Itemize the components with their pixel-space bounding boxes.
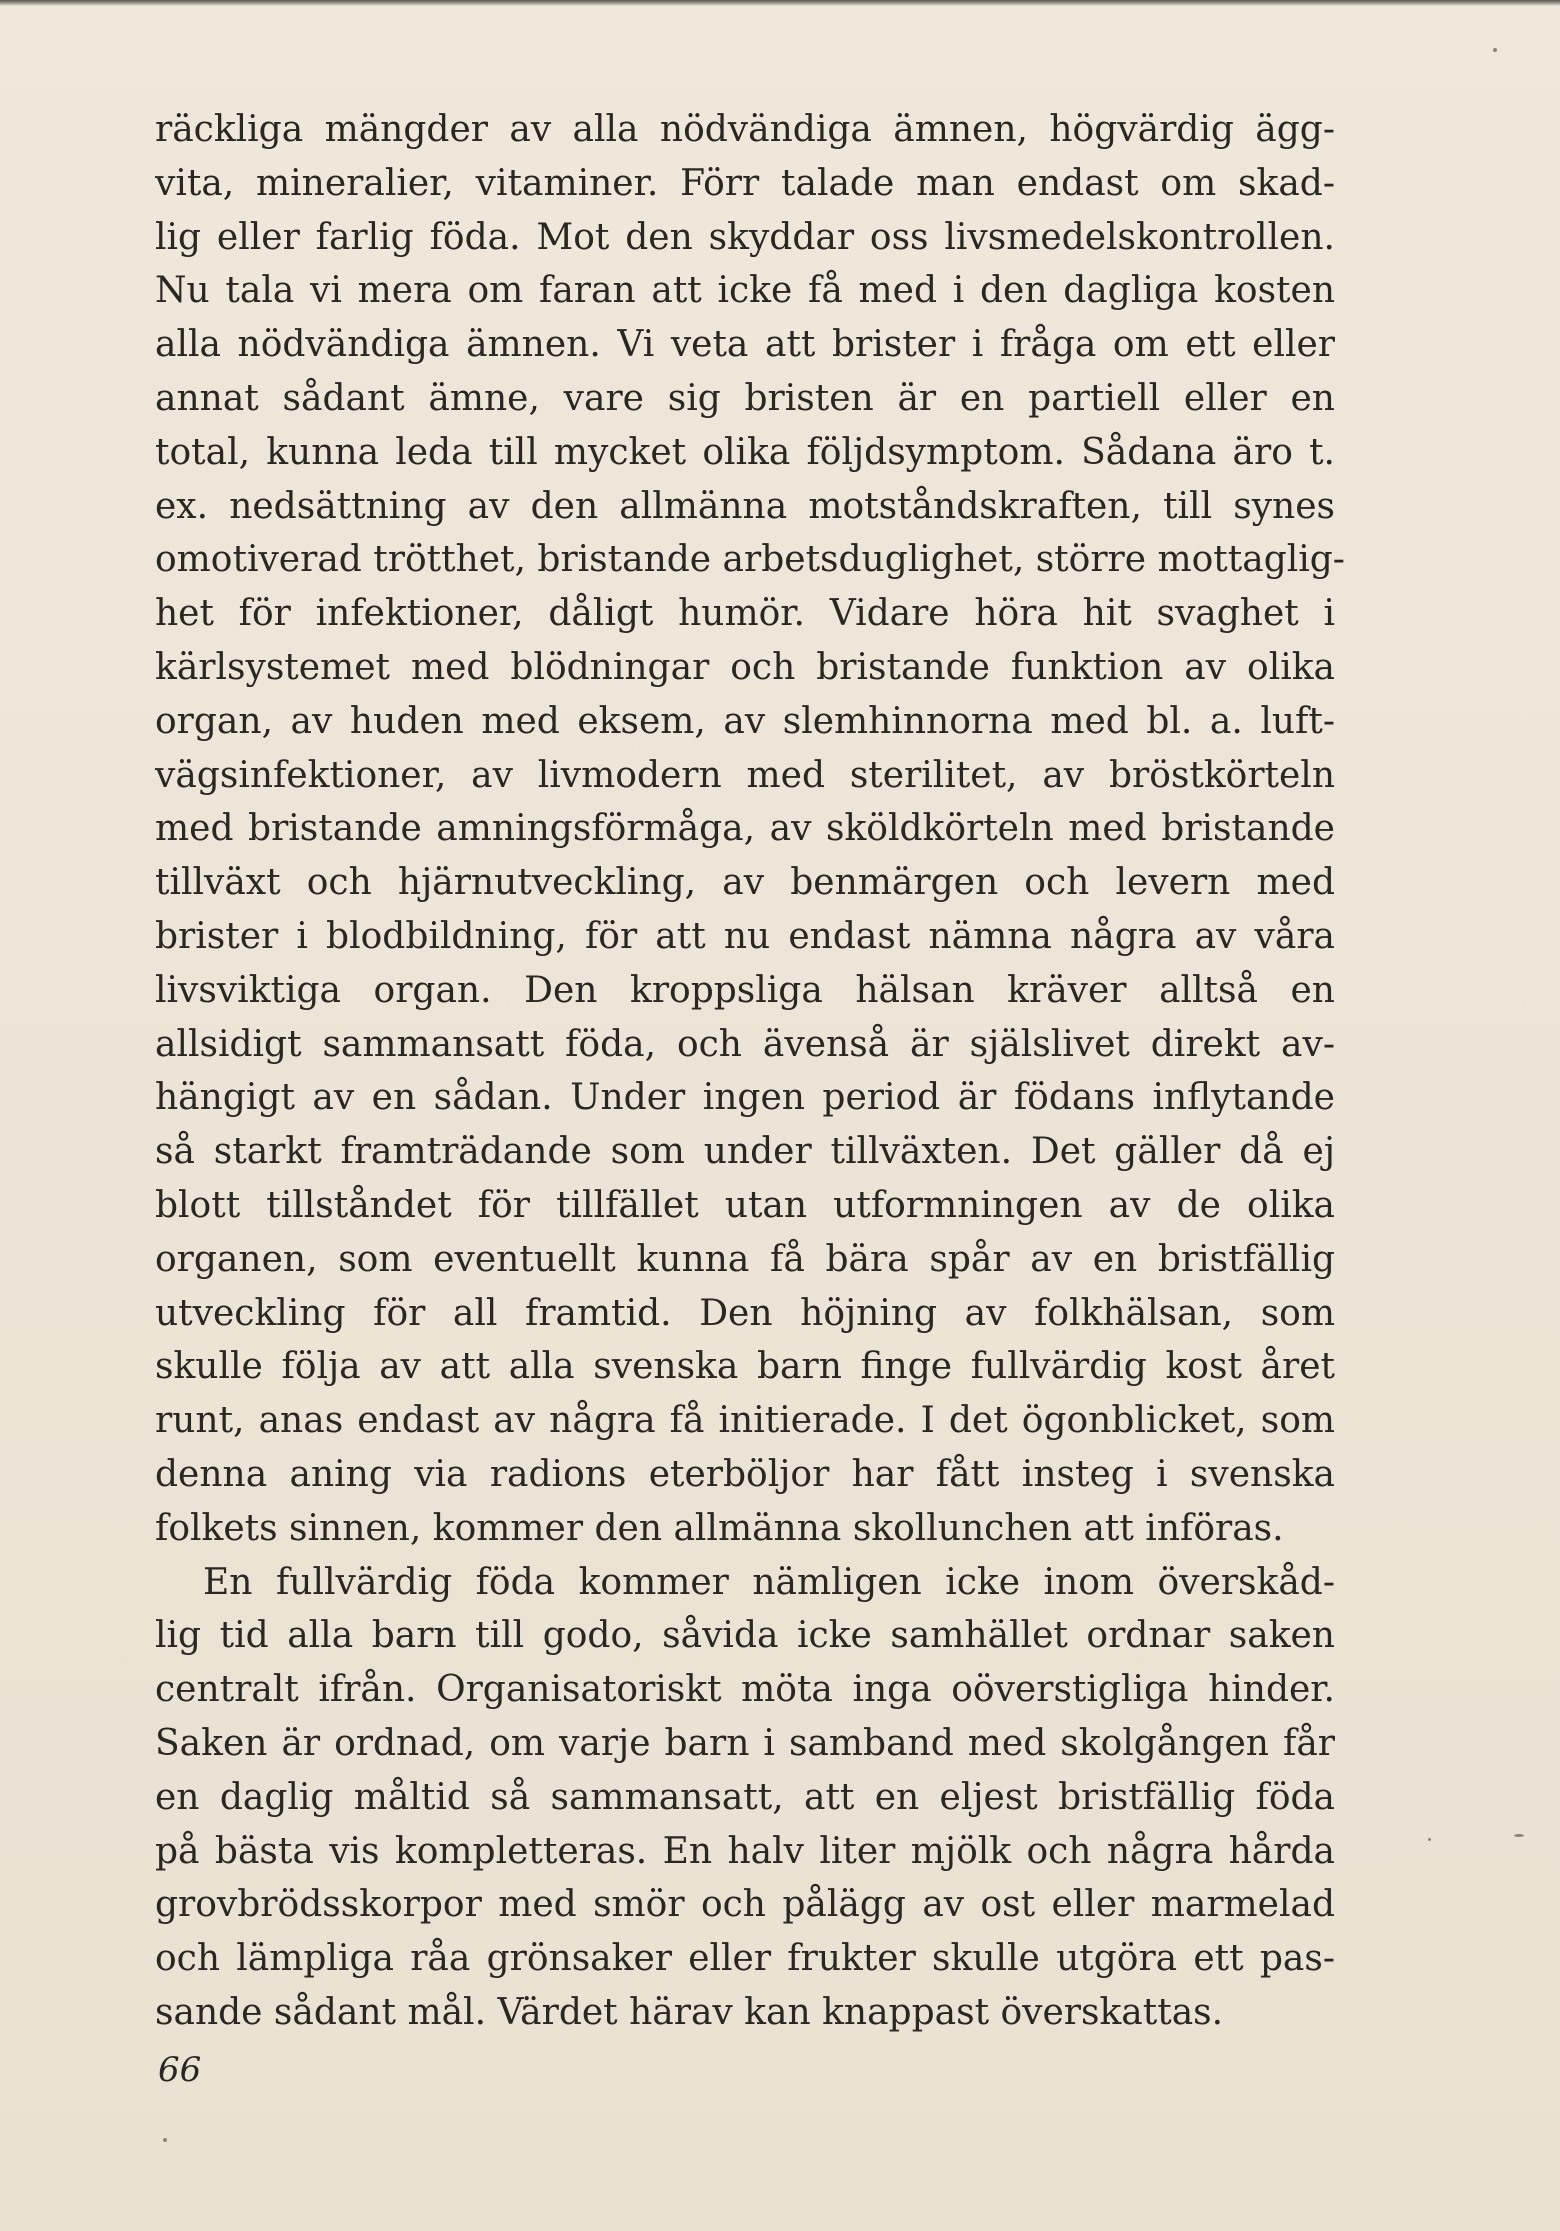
text-line: omotiverad trötthet, bristande arbetsduglighet, större mottaglig- <box>155 539 1345 581</box>
text-line: vägsinfektioner, av livmodern med sterilitet, av bröstkörteln <box>155 754 1335 796</box>
text-line: utveckling för all framtid. Den höjning av folkhälsan, som <box>155 1292 1335 1334</box>
text-line: organ, av huden med eksem, av slemhinnorna med bl. a. luft- <box>155 700 1335 742</box>
text-line: på bästa vis kompletteras. En halv liter mjölk och några hårda <box>155 1830 1335 1872</box>
text-line: runt, anas endast av några få initierade. I det ögonblicket, som <box>155 1400 1335 1442</box>
text-line: grovbrödsskorpor med smör och pålägg av ost eller marmelad <box>155 1884 1335 1926</box>
paper-speck <box>1514 1834 1524 1837</box>
text-line: och lämpliga råa grönsaker eller frukter skulle utgöra ett pas- <box>155 1938 1335 1980</box>
text-line: total, kunna leda till mycket olika följdsymptom. Sådana äro t. <box>155 431 1335 473</box>
text-line: denna aning via radions eterböljor har fått insteg i svenska <box>155 1453 1335 1495</box>
text-line: så starkt framträdande som under tillväxten. Det gäller då ej <box>155 1131 1335 1173</box>
text-line: brister i blodbildning, för att nu endast nämna några av våra <box>155 915 1335 957</box>
text-line: vita, mineralier, vitaminer. Förr talade man endast om skad- <box>155 162 1335 204</box>
body-text <box>155 103 1345 2040</box>
paper-speck <box>1493 48 1497 52</box>
page-number: 66 <box>158 2050 202 2090</box>
text-line: hängigt av en sådan. Under ingen period är födans inflytande <box>155 1077 1335 1119</box>
paper-speck <box>1428 1838 1431 1841</box>
text-line: räckliga mängder av alla nödvändiga ämnen, högvärdig ägg- <box>155 109 1335 150</box>
text-line: Saken är ordnad, om varje barn i samband med skolgången får <box>155 1722 1335 1764</box>
text-line: skulle följa av att alla svenska barn finge fullvärdig kost året <box>155 1346 1335 1388</box>
text-line: ex. nedsättning av den allmänna motståndskraften, till synes <box>155 485 1335 527</box>
text-line: het för infektioner, dåligt humör. Vidare höra hit svaghet i <box>155 593 1335 635</box>
text-line: folkets sinnen, kommer den allmänna skollunchen att införas. <box>155 1507 1284 1549</box>
text-line: organen, som eventuellt kunna få bära spår av en bristfällig <box>155 1238 1335 1280</box>
text-line: lig eller farlig föda. Mot den skyddar oss livsmedelskontrollen. <box>155 216 1335 258</box>
text-line: lig tid alla barn till godo, såvida icke samhället ordnar saken <box>155 1615 1335 1657</box>
text-line: kärlsystemet med blödningar och bristande funktion av olika <box>155 646 1335 688</box>
text-line: Nu tala vi mera om faran att icke få med i den dagliga kosten <box>155 270 1335 312</box>
paper-speck <box>163 2138 167 2142</box>
text-line: centralt ifrån. Organisatoriskt möta inga oöverstigliga hinder. <box>155 1669 1335 1711</box>
text-line: tillväxt och hjärnutveckling, av benmärgen och levern med <box>155 862 1335 904</box>
text-line: allsidigt sammansatt föda, och ävenså är själslivet direkt av- <box>155 1023 1335 1065</box>
text-line: livsviktiga organ. Den kroppsliga hälsan kräver alltså en <box>155 969 1335 1011</box>
page-top-edge <box>0 0 1560 6</box>
text-line: En fullvärdig föda kommer nämligen icke inom överskåd- <box>203 1561 1335 1603</box>
text-line: blott tillståndet för tillfället utan utformningen av de olika <box>155 1184 1335 1226</box>
text-line: sande sådant mål. Värdet härav kan knappast överskattas. <box>155 1991 1224 2033</box>
text-line: med bristande amningsförmåga, av sköldkörteln med bristande <box>155 808 1335 850</box>
text-line: annat sådant ämne, vare sig bristen är en partiell eller en <box>155 377 1335 419</box>
text-line: en daglig måltid så sammansatt, att en eljest bristfällig föda <box>155 1776 1335 1818</box>
text-line: alla nödvändiga ämnen. Vi veta att brister i fråga om ett eller <box>155 324 1335 366</box>
